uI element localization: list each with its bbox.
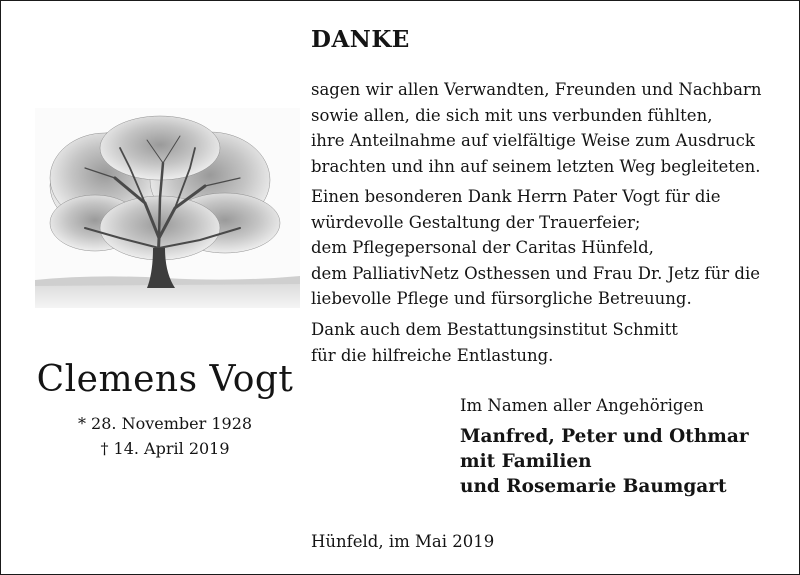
signature-intro: Im Namen aller Angehörigen [460, 396, 704, 415]
text-line: dem PalliativNetz Osthessen und Frau Dr. Jetz für die [311, 263, 760, 283]
text-line: Dank auch dem Bestattungsinstitut Schmitt [311, 320, 678, 339]
signature-line: und Rosemarie Baumgart [460, 476, 727, 497]
death-date: † 14. April 2019 [100, 439, 230, 458]
text-line: sagen wir allen Verwandten, Freunden und Nachbarn [311, 80, 762, 99]
thanks-paragraph-1 [311, 77, 791, 179]
thanks-paragraph-3 [311, 317, 791, 368]
signature-line: Manfred, Peter und Othmar [460, 426, 749, 447]
thanks-paragraph-2 [311, 184, 791, 312]
text-line: brachten und ihn auf seinem letzten Weg begleiteten. [311, 156, 761, 176]
text-line: würdevolle Gestaltung der Trauerfeier; [311, 212, 641, 232]
signature-names [460, 424, 749, 499]
place-date: Hünfeld, im Mai 2019 [311, 532, 495, 551]
text-line: Einen besonderen Dank Herrn Pater Vogt für die [311, 187, 721, 206]
text-line: ihre Anteilnahme auf vielfältige Weise zum Ausdruck [311, 131, 755, 150]
deceased-name: Clemens Vogt [36, 359, 294, 400]
frosted-tree-image [35, 108, 300, 308]
text-line: für die hilfreiche Entlastung. [311, 345, 554, 365]
birth-date: * 28. November 1928 [77, 414, 253, 433]
notice-title: DANKE [311, 26, 410, 53]
text-line: liebevolle Pflege und fürsorgliche Betreuung. [311, 289, 692, 308]
text-line: sowie allen, die sich mit uns verbunden fühlten, [311, 105, 713, 125]
text-line: dem Pflegepersonal der Caritas Hünfeld, [311, 238, 654, 257]
signature-line: mit Familien [460, 451, 592, 472]
